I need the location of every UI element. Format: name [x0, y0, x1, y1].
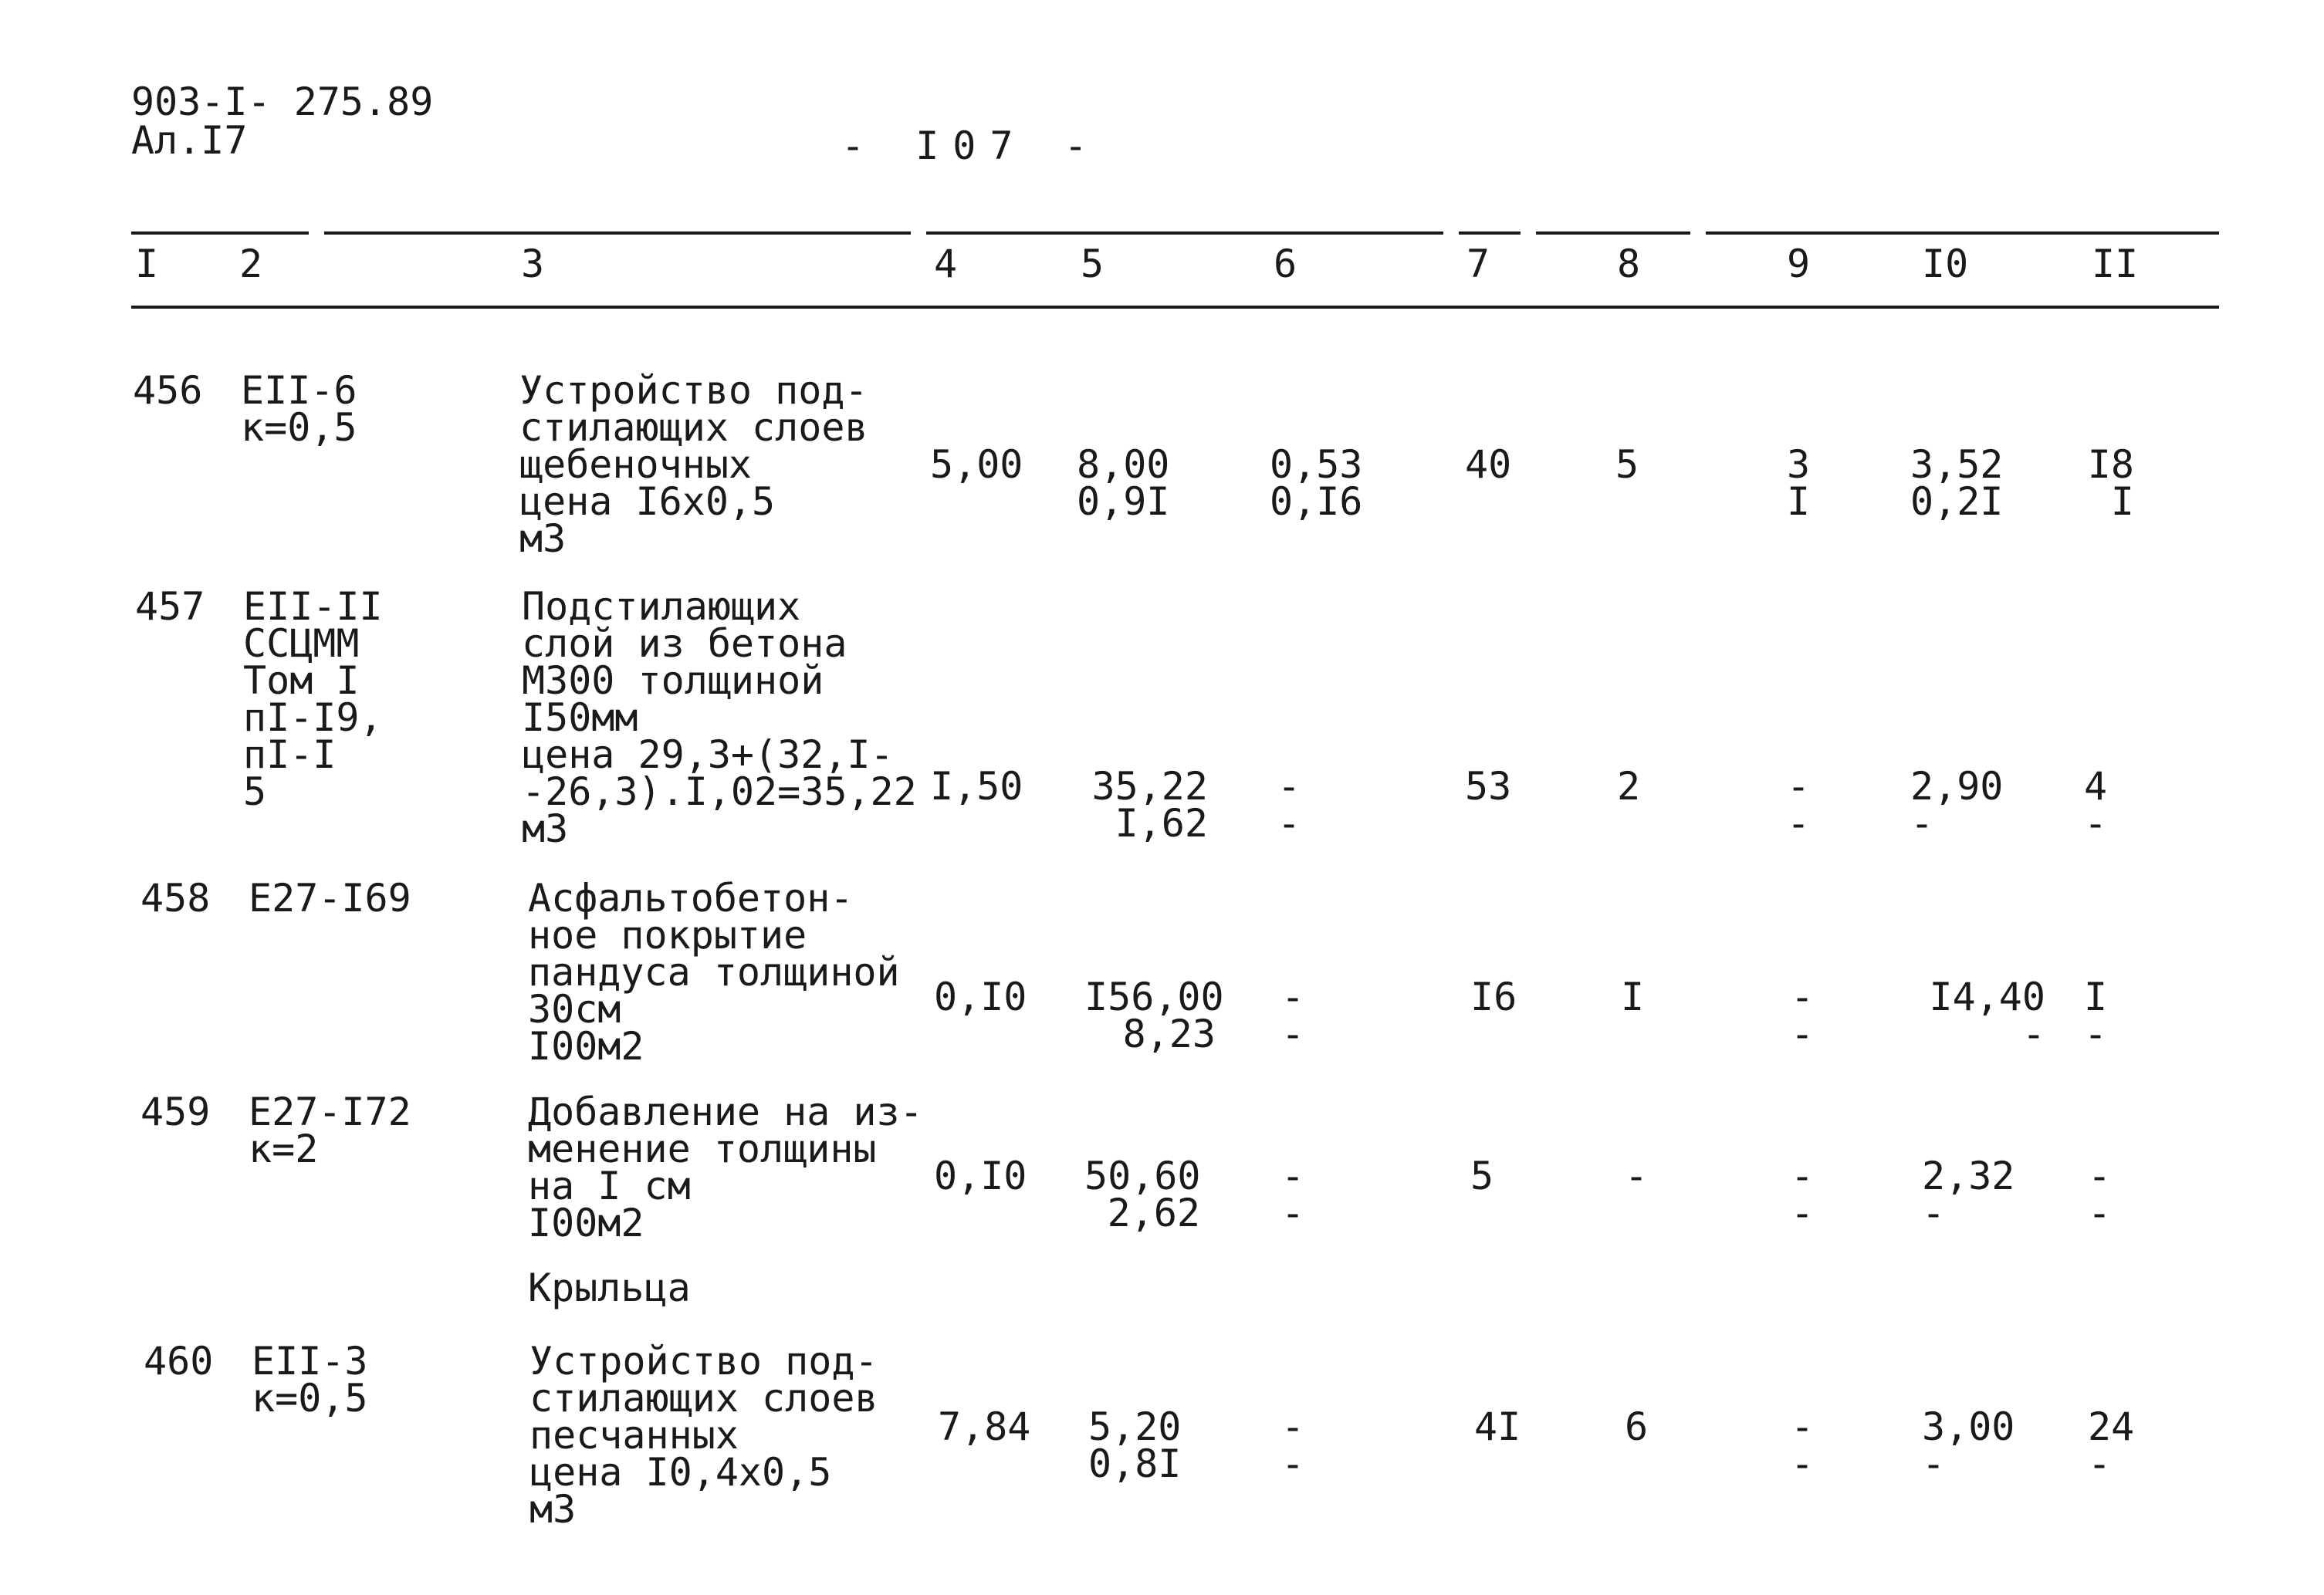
unit-price: 50,60 2,62 [1084, 1154, 1201, 1235]
column-8-value: 2 [1617, 764, 1641, 809]
row-number: 459 [140, 1090, 211, 1134]
unit-price: 8,00 0,9I [1077, 442, 1170, 524]
rate-code: E27-I69 [249, 876, 411, 921]
column-header: 7 [1466, 242, 1490, 286]
column-header: 9 [1787, 242, 1811, 286]
column-10-value: 2,90 - [1910, 764, 2004, 846]
rate-code: EII-6 к=0,5 [241, 368, 357, 450]
column-10-value: 3,52 0,2I [1910, 442, 2004, 524]
column-11-value: I8 I [2087, 442, 2134, 524]
column-10-value: 2,32 - [1922, 1154, 2015, 1235]
quantity: 0,I0 [934, 975, 1027, 1019]
work-description: Добавление на из- менение толщины на I см I00м2 [528, 1090, 923, 1245]
unit-price: 5,20 0,8I [1088, 1404, 1182, 1486]
column-8-value: 5 [1615, 442, 1639, 487]
rate-code: EII-3 к=0,5 [252, 1339, 368, 1421]
column-header: 3 [521, 242, 545, 286]
header-rule-top [324, 231, 911, 235]
column-7-value: I6 [1470, 975, 1517, 1019]
column-9-value: - - [1786, 764, 1811, 846]
column-9-value: - - [1790, 975, 1815, 1056]
column-11-value: - - [2088, 1154, 2112, 1235]
header-rule-top [1536, 231, 1690, 235]
column-11-value: I - [2084, 975, 2108, 1056]
column-header: 5 [1081, 242, 1104, 286]
header-rule-top [926, 231, 1443, 235]
column-6-value: - - [1281, 1154, 1305, 1235]
column-11-value: 24 - [2088, 1404, 2135, 1486]
quantity: 0,I0 [934, 1154, 1027, 1198]
column-8-value: I [1621, 975, 1645, 1019]
row-number: 456 [133, 368, 203, 413]
header-rule-bottom [131, 306, 2219, 309]
work-description: Асфальтобетон- ное покрытие пандуса толщиной 30см I00м2 [528, 876, 900, 1069]
column-header: I [135, 242, 159, 286]
quantity: 7,84 [938, 1404, 1031, 1449]
header-rule-top [1459, 231, 1521, 235]
column-11-value: 4 - [2084, 764, 2108, 846]
column-header: 6 [1274, 242, 1297, 286]
sheet-label: Ал.I7 [131, 118, 248, 163]
work-description: Устройство под- стилающих слоев песчанных цена I0,4x0,5 м3 [529, 1339, 878, 1532]
column-header: II [2092, 242, 2139, 286]
row-number: 458 [140, 876, 211, 921]
rate-code: E27-I72 к=2 [249, 1090, 411, 1171]
row-number: 460 [144, 1339, 214, 1384]
column-7-value: 4I [1474, 1404, 1521, 1449]
column-6-value: 0,53 0,I6 [1270, 442, 1363, 524]
column-header: 2 [239, 242, 263, 286]
document-code: 903-I- 275.89 [131, 79, 434, 124]
header-rule-top [1706, 231, 2219, 235]
column-7-value: 40 [1465, 442, 1512, 487]
column-9-value: 3 I [1786, 442, 1811, 524]
column-10-value: 3,00 - [1922, 1404, 2015, 1486]
header-rule-top [131, 231, 309, 235]
column-7-value: 53 [1465, 764, 1512, 809]
column-9-value: - - [1790, 1154, 1815, 1235]
column-6-value: - - [1281, 975, 1305, 1056]
quantity: 5,00 [930, 442, 1023, 487]
column-8-value: 6 [1625, 1404, 1649, 1449]
unit-price: I56,00 8,23 [1084, 975, 1224, 1056]
column-header: 8 [1617, 242, 1641, 286]
column-9-value: - - [1790, 1404, 1815, 1486]
column-header: I0 [1922, 242, 1969, 286]
column-10-value: I4,40 - [1929, 975, 2045, 1056]
work-description: Устройство под- стилающих слоев щебеночных цена I6x0,5 м3 [519, 368, 868, 561]
column-8-value: - [1625, 1154, 1649, 1198]
column-header: 4 [934, 242, 958, 286]
rate-code: EII-II ССЦММ Том I пI-I9, пI-I 5 [243, 584, 383, 814]
section-heading: Крыльца [528, 1266, 691, 1310]
column-7-value: 5 [1470, 1154, 1494, 1198]
page-number: - I07 - [841, 123, 1101, 168]
row-number: 457 [135, 584, 205, 629]
unit-price: 35,22 I,62 [1091, 764, 1208, 846]
column-6-value: - - [1281, 1404, 1305, 1486]
quantity: I,50 [930, 764, 1023, 809]
column-6-value: - - [1277, 764, 1301, 846]
work-description: Подстилающих слой из бетона М300 толщиной I50мм цена 29,3+(32,I- -26,3).I,02=35,22 м3 [522, 584, 917, 851]
